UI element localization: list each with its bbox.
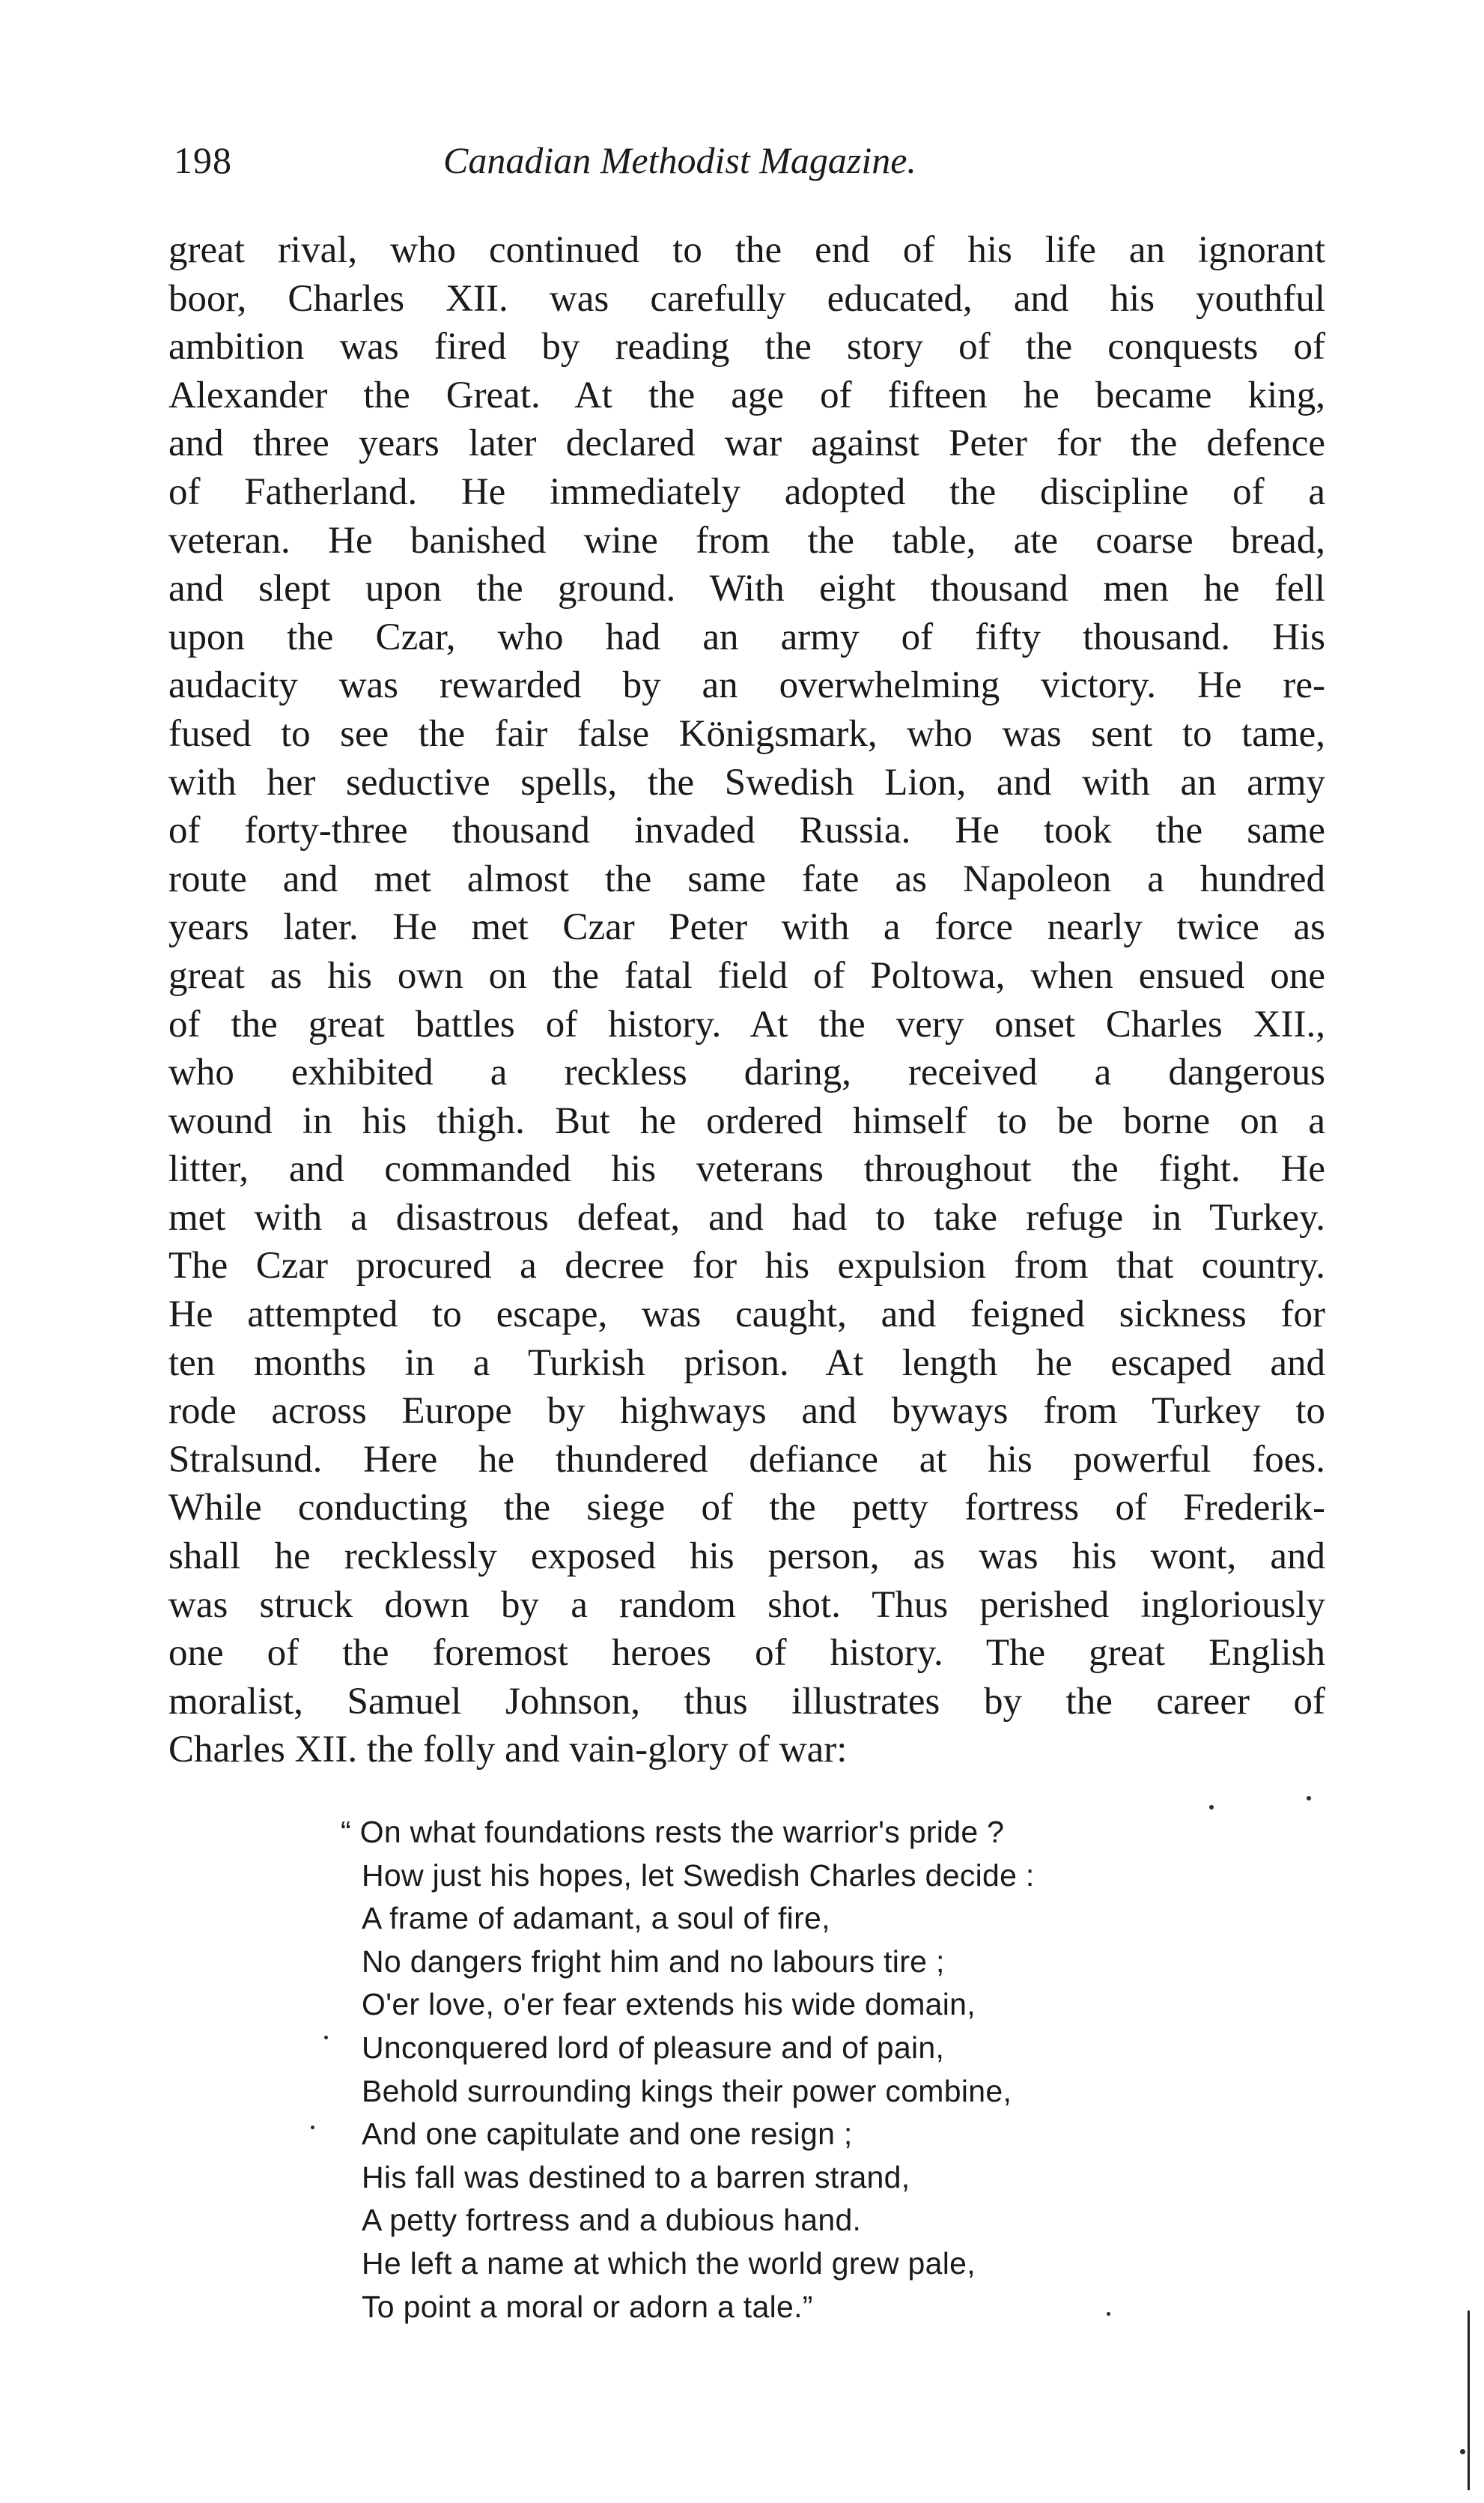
scan-speck: [1209, 1805, 1214, 1809]
verse-line: Behold surrounding kings their power combine,: [362, 2073, 1012, 2108]
verse-line: A petty fortress and a dubious hand.: [362, 2203, 862, 2238]
text-line: and slept upon the ground. With eight thousand men he fell: [168, 568, 1325, 610]
verse-line: How just his hopes, let Swedish Charles decide :: [362, 1857, 1035, 1893]
text-line: The Czar procured a decree for his expulsion from that country.: [168, 1245, 1325, 1287]
running-title: Canadian Methodist Magazine.: [443, 139, 916, 181]
text-line: ten months in a Turkish prison. At length he escaped and: [168, 1341, 1325, 1384]
page-header: [174, 139, 1342, 198]
text-line: veteran. He banished wine from the table, ate coarse bread,: [168, 519, 1325, 562]
binding-edge-mark: [1468, 2311, 1470, 2490]
scan-speck: [324, 2036, 328, 2039]
text-line: of the great battles of history. At the very onset Charles XII.,: [168, 1003, 1325, 1046]
body-paragraph: [168, 226, 1325, 1774]
text-line: moralist, Samuel Johnson, thus illustrates by the career of: [168, 1680, 1325, 1723]
text-line: great rival, who continued to the end of his life an ignorant: [168, 229, 1325, 271]
verse-line: No dangers fright him and no labours tire ;: [362, 1944, 945, 1979]
scan-speck: [1460, 2449, 1465, 2454]
scan-speck: [311, 2126, 314, 2129]
text-line: fused to see the fair false Königsmark, who was sent to tame,: [168, 712, 1325, 755]
text-line: met with a disastrous defeat, and had to take refuge in Turkey.: [168, 1196, 1325, 1239]
text-line: of Fatherland. He immediately adopted the discipline of a: [168, 470, 1325, 513]
text-line: upon the Czar, who had an army of fifty thousand. His: [168, 616, 1325, 658]
text-line: who exhibited a reckless daring, received a dangerous: [168, 1052, 1325, 1094]
text-line: boor, Charles XII. was carefully educated, and his youthful: [168, 277, 1325, 320]
page-number: 198: [174, 139, 232, 181]
verse-line: “ On what foundations rests the warrior's pride ?: [341, 1815, 1005, 1849]
poem-quotation: [341, 1811, 1164, 2328]
scan-speck: [1107, 2312, 1110, 2316]
text-line: of forty-three thousand invaded Russia. He took the same: [168, 810, 1325, 852]
scan-speck: [1307, 1796, 1311, 1800]
text-line: wound in his thigh. But he ordered himself to be borne on a: [168, 1099, 1325, 1142]
text-line: audacity was rewarded by an overwhelming victory. He re-: [168, 664, 1325, 707]
text-line: one of the foremost heroes of history. The great English: [168, 1632, 1325, 1675]
text-line: He attempted to escape, was caught, and feigned sickness for: [168, 1293, 1325, 1336]
text-line: Stralsund. Here he thundered defiance at his powerful foes.: [168, 1438, 1325, 1481]
verse-line: O'er love, o'er fear extends his wide domain,: [362, 1987, 976, 2022]
text-line: shall he recklessly exposed his person, as was his wont, and: [168, 1535, 1325, 1578]
text-line: Charles XII. the folly and vain-glory of war:: [168, 1729, 848, 1771]
verse-line: He left a name at which the world grew pale,: [362, 2245, 976, 2281]
text-line: litter, and commanded his veterans throughout the fight. He: [168, 1148, 1325, 1191]
text-line: Alexander the Great. At the age of fifteen he became king,: [168, 374, 1325, 416]
text-line: with her seductive spells, the Swedish Lion, and with an army: [168, 761, 1325, 804]
verse-line: To point a moral or adorn a tale.”: [362, 2289, 813, 2324]
text-line: route and met almost the same fate as Napoleon a hundred: [168, 858, 1325, 900]
verse-line: A frame of adamant, a soul of fire,: [362, 1901, 830, 1936]
text-line: rode across Europe by highways and byways from Turkey to: [168, 1390, 1325, 1433]
text-line: While conducting the siege of the petty fortress of Frederik-: [168, 1487, 1325, 1529]
verse-line: His fall was destined to a barren strand,: [362, 2159, 910, 2194]
verse-line: And one capitulate and one resign ;: [362, 2117, 853, 2152]
text-line: and three years later declared war against Peter for the defence: [168, 422, 1325, 465]
text-line: was struck down by a random shot. Thus perished ingloriously: [168, 1583, 1325, 1626]
verse-line: Unconquered lord of pleasure and of pain,: [362, 2030, 945, 2065]
text-line: years later. He met Czar Peter with a force nearly twice as: [168, 906, 1325, 949]
text-line: ambition was fired by reading the story of the conquests of: [168, 326, 1325, 368]
text-line: great as his own on the fatal field of Poltowa, when ensued one: [168, 954, 1325, 997]
